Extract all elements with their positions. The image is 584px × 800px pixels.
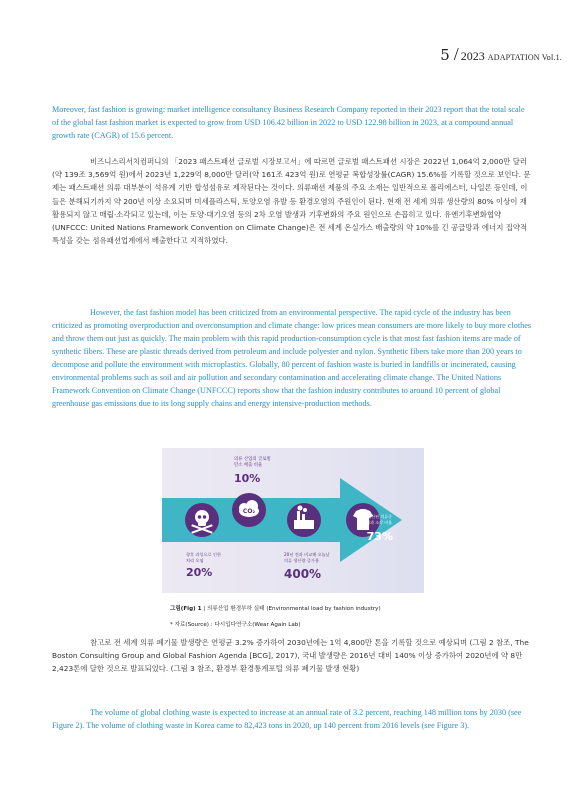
page-number: 5 [440, 46, 450, 64]
header-slash: / [453, 44, 459, 64]
paragraph-english-1: Moreover, fast fashion is growing: market intelligence consultancy Business Research Company reported in their 2023 report that the total scale of the global fast fashion market is expected to grow from USD 106.42 billion in 2022 to USD 122.98 billion in 2023, at a compound annual growth rate (CAGR) of 15.6 percent. [52, 105, 525, 140]
header-year: 2023 [460, 49, 485, 63]
top-label-line1: 의류 산업의 글로벌 [234, 457, 271, 462]
header-title: ADAPTATION Vol.1. [487, 53, 562, 62]
figure-source: * 자료(Source) : 다시입다연구소(Wear Again Lab) [170, 622, 301, 628]
left-label-line1: 향후 과잉으로 인한 [186, 552, 222, 557]
top-label-line2: 탄소 배출 비율 [234, 463, 263, 468]
co2-label: CO₂ [242, 508, 256, 515]
middle-label-line2: 의류 생산량 증가율 [284, 558, 320, 563]
paragraph-english-3: The volume of global clothing waste is expected to increase at an annual rate of 3.2 percent, reaching 148 million tons by 2030 (see Figure 2). The volume of clothing waste in Korea came to 82,423 tons in 2020, up 140 percent from 2016 levels (see Figure 3). [52, 708, 522, 730]
paragraph-korean-1: 비즈니스리서치컴퍼니의 「2023 패스트패션 글로벌 시장보고서」에 따르면 글로벌 패스트패션 시장은 2022년 1,064억 2,000만 달러(약 139조 3,569억 원)에서 2023년 1,229억 8,000만 달러(약 161조 423억 원)로 연평균 복합성장률(CAGR) 15.6%를 기록할 것으로 보인다. 문제는 패스트패션 의류 대부분이 석유계 기반 합성섬유로 제작된다는 것이다. 의류패션 제품의 주요 소재는 일반적으로 폴리에스터, 나일론 등인데, 이들은 분해되기까지 약 200년 이상 소요되며 미세플라스틱, 토양오염 유발 등 환경오염의 주원인이 된다. 현재 전 세계 의류 생산량의 80% 이상이 재활용되지 않고 매립·소각되고 있는데, 이는 토양·대기오염 등의 2차 오염 발생과 기후변화의 주요 원인으로 손꼽히고 있다. 유엔기후변화협약(UNFCCC: United Nations Framework Convention on Climate Change)은 전 세계 온실가스 배출량의 약 10%를 긴 공급망과 에너지 집약적 특성을 갖는 섬유패션업계에서 배출한다고 지적하였다. [52, 157, 531, 246]
figure-illustration [162, 448, 424, 593]
page-header [440, 44, 562, 65]
paragraph-english-2: However, the fast fashion model has been criticized from an environmental perspective. The rapid cycle of the industry has been criticized as promoting overproduction and overconsumption and climate change: low prices mean consumers are more likely to buy more clothes and throw them out just as quickly. The main problem with this rapid production-consumption cycle is that most fast fashion items are made of synthetic fibers. These are plastic threads derived from petroleum and include polyester and nylon. Synthetic fibers take more than 200 years to decompose and pollute the environment with microplastics. Globally, 80 percent of fashion waste is buried in landfills or incinerated, causing environmental problems such as soil and air pollution and secondary contamination and accelerating climate change. The United Nations Framework Convention on Climate Change (UNFCCC) reports show that the fashion industry contributes to around 10 percent of global greenhouse gas emissions due to its long supply chains and energy intensive-production methods. [52, 308, 532, 408]
paragraph-korean-2: 참고로 전 세계 의류 폐기물 발생량은 연평균 3.2% 증가하여 2030년에는 1억 4,800만 톤을 기록할 것으로 예상되며 (그림 2 참조, The Boston Consulting Group and Global Fashion Agenda [BCG], 2017), 국내 발생량은 2016년 대비 140% 이상 증가하여 2020년에 약 8만 2,423톤에 달한 것으로 발표되었다. (그림 3 참조, 환경부 환경통계포털 의류 폐기물 발생 현황) [52, 638, 529, 674]
left-label-line2: 처리 오염 [186, 558, 204, 563]
left-value: 20% [186, 566, 213, 579]
caption-label: 그림(Fig) 1 [170, 606, 202, 612]
right-label-line2: 매립과 소각 비율 [362, 520, 392, 525]
figure-caption [170, 604, 381, 612]
caption-separator: | [203, 606, 206, 612]
figure-environmental-load [162, 448, 424, 593]
top-value: 10% [234, 472, 261, 485]
middle-value: 400% [284, 567, 322, 581]
middle-label-line1: 20년 전과 비교해 오늘날 [284, 552, 330, 557]
right-label-line1: 생산된 의류중 [367, 514, 392, 519]
right-value: 73% [366, 530, 393, 543]
caption-text: 의류산업 환경부하 실태 (Environmental load by fashion industry) [206, 606, 381, 612]
